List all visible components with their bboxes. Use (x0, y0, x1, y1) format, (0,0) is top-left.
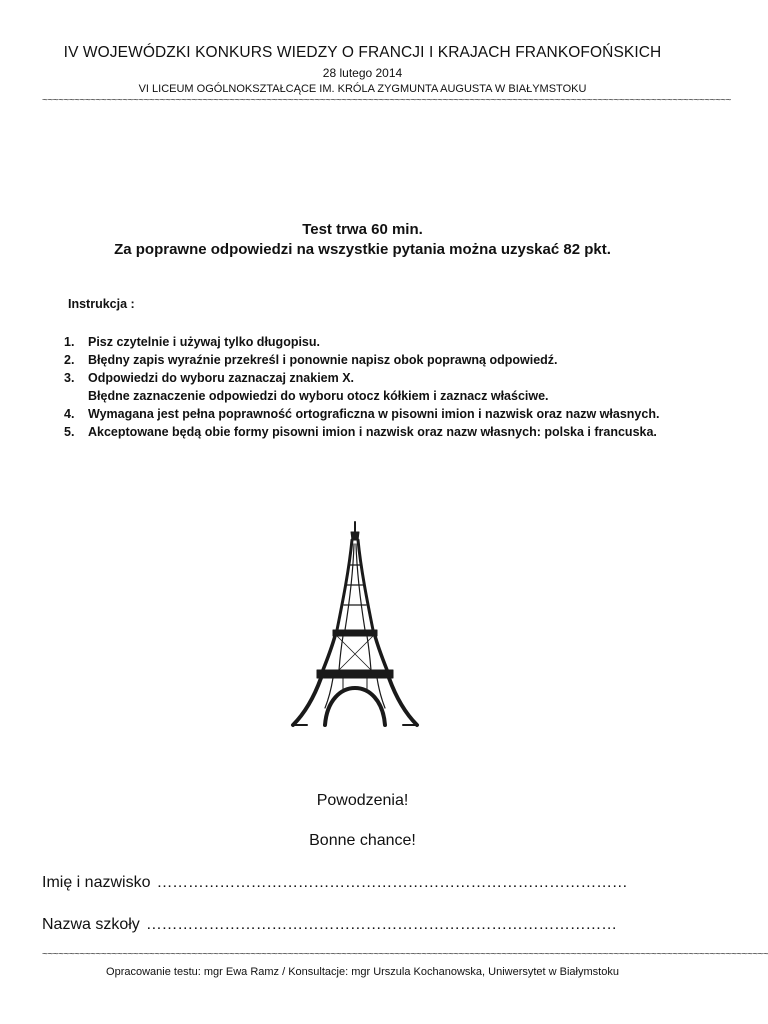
item-number: 4. (64, 407, 75, 421)
greeting-polish: Powodzenia! (316, 792, 409, 809)
name-field[interactable] (42, 874, 628, 892)
item-number: 2. (64, 353, 75, 367)
list-item (62, 351, 702, 369)
school-label: Nazwa szkoły (42, 916, 140, 933)
item-number: 3. (64, 371, 75, 385)
greeting-french: Bonne chance! (309, 832, 416, 849)
instructions-list (62, 333, 702, 441)
contest-date: 28 lutego 2014 (322, 66, 403, 80)
item-continuation: Błędne zaznaczenie odpowiedzi do wyboru otocz kółkiem i zaznacz właściwe. (88, 389, 549, 403)
test-duration: Test trwa 60 min. (302, 221, 423, 238)
footer-credits: Opracowanie testu: mgr Ewa Ramz / Konsultacje: mgr Urszula Kochanowska, Uniwersytet w Białymstoku (106, 966, 619, 978)
item-number: 1. (64, 335, 75, 349)
instructions-heading: Instrukcja : (68, 297, 135, 311)
item-text: Odpowiedzi do wyboru zaznaczaj znakiem X. (88, 371, 355, 385)
list-item (62, 405, 702, 423)
test-points: Za poprawne odpowiedzi na wszystkie pytania można uzyskać 82 pkt. (114, 241, 611, 258)
name-input-line[interactable]: ……………………………………………………………………………… (156, 874, 628, 891)
list-item (62, 423, 702, 441)
item-text: Akceptowane będą obie formy pisowni imion i nazwisk oraz nazw własnych: polska i francuska. (88, 425, 657, 439)
item-text: Błędny zapis wyraźnie przekreśl i ponownie napisz obok poprawną odpowiedź. (88, 353, 558, 367)
footer-separator: ~~~~~~~~~~~~~~~~~~~~~~~~~~~~~~~~~~~~~~~~~~~~~~~~~~~~~~~~~~~~~~~~~~~~~~~~~~~~~~~~~~~~~~~~~~~~~~~~~~~~~~~~~~~~~~~~~~~~~~~~~~~~~~~~~~~~~~~~ (42, 949, 768, 960)
item-text: Wymagana jest pełna poprawność ortograficzna w pisowni imion i nazwisk oraz nazw własnych. (88, 407, 660, 421)
school-input-line[interactable]: ……………………………………………………………………………… (145, 916, 617, 933)
school-field[interactable] (42, 916, 617, 934)
list-item (62, 369, 702, 405)
school-name: VI LICEUM OGÓLNOKSZTAŁCĄCE IM. KRÓLA ZYGMUNTA AUGUSTA W BIAŁYMSTOKU (138, 83, 587, 95)
list-item (62, 333, 702, 351)
item-number: 5. (64, 425, 75, 439)
item-text: Pisz czytelnie i używaj tylko długopisu. (88, 335, 320, 349)
contest-title: IV WOJEWÓDZKI KONKURS WIEDZY O FRANCJI I KRAJACH FRANKOFOŃSKICH (63, 44, 662, 61)
name-label: Imię i nazwisko (42, 874, 151, 891)
eiffel-tower-icon (285, 520, 425, 730)
header-separator: ~~~~~~~~~~~~~~~~~~~~~~~~~~~~~~~~~~~~~~~~~~~~~~~~~~~~~~~~~~~~~~~~~~~~~~~~~~~~~~~~~~~~~~~~~~~~~~~~~~~~~~~~~~~~~~~~~~~~~~~~~~~~~~~~~ (42, 95, 731, 106)
